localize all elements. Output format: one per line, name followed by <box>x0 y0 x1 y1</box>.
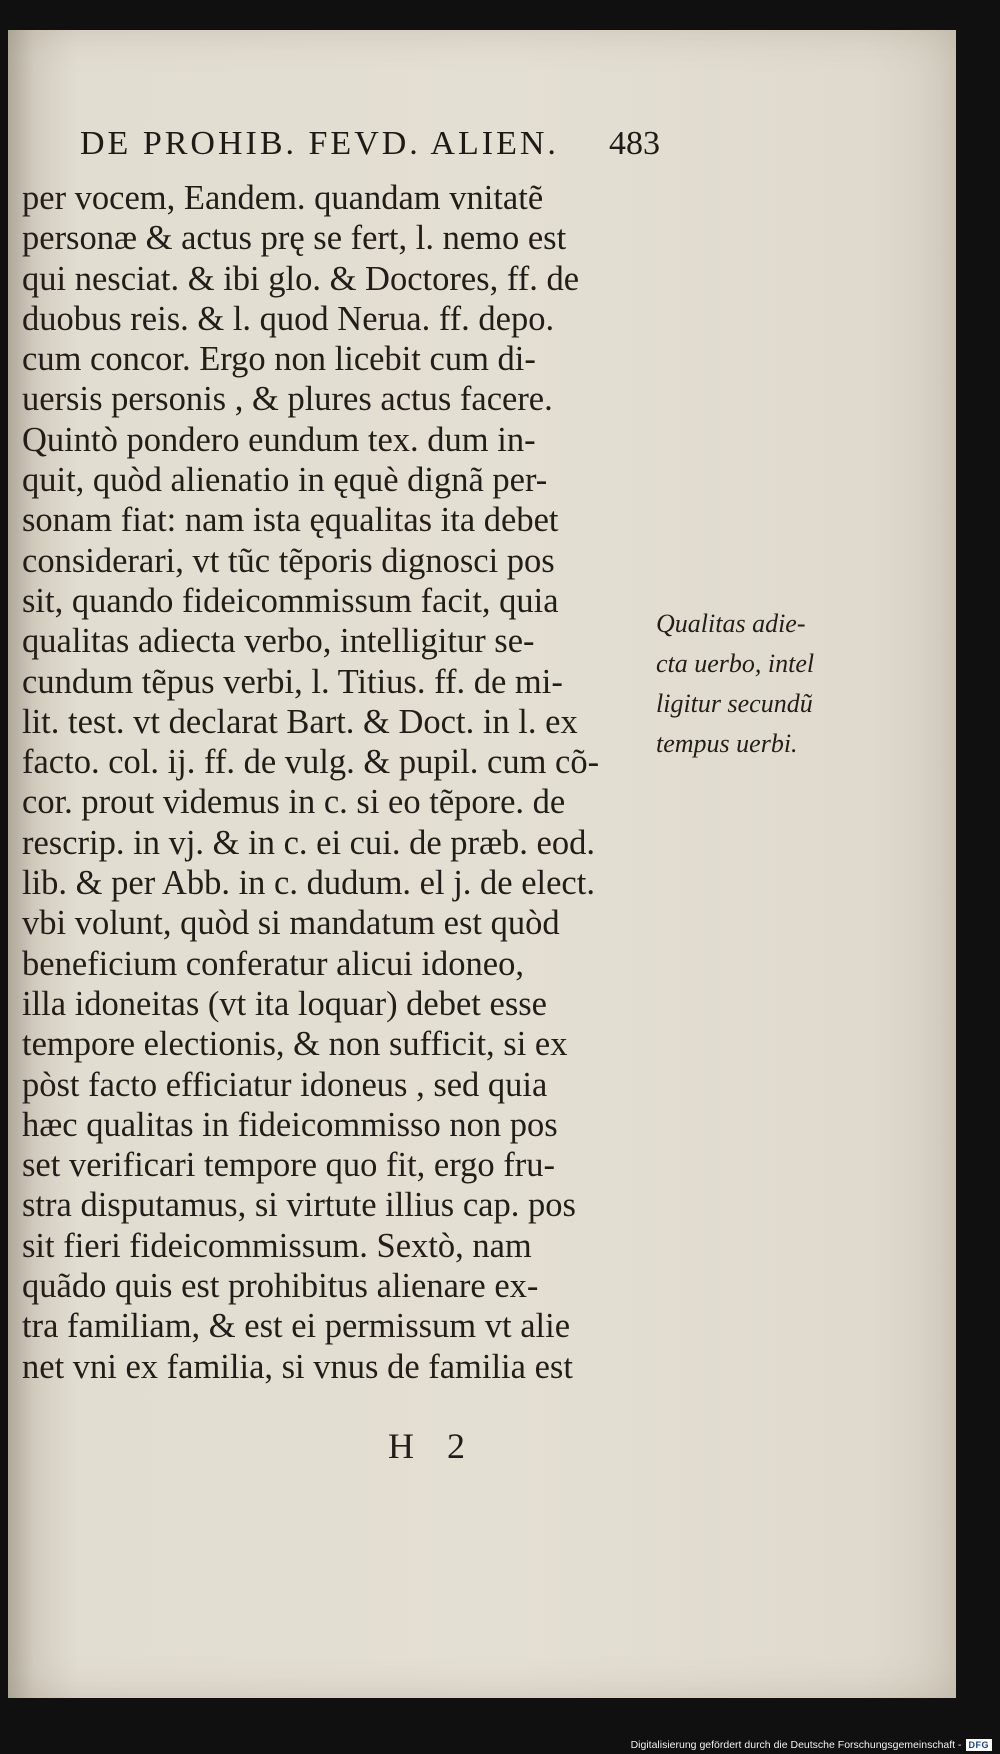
text-line: rescrip. in vj. & in c. ei cui. de præb. eod. <box>22 823 595 862</box>
signature-mark: H 2 <box>388 1426 477 1466</box>
text-line: stra disputamus, si virtute illius cap. pos <box>22 1186 576 1225</box>
text-line: sonam fiat: nam ista ęqualitas ita debet <box>22 501 559 540</box>
text-line: pòst facto efficiatur idoneus , sed quia <box>22 1065 548 1104</box>
margin-note-line: tempus uerbi. <box>656 729 798 758</box>
running-title: DE PROHIB. FEVD. ALIEN. <box>80 125 559 162</box>
digitization-credit <box>631 1738 992 1752</box>
page-number: 483 <box>609 125 660 162</box>
dfg-logo: DFG <box>966 1739 993 1751</box>
text-line: hæc qualitas in fideicommisso non pos <box>22 1105 558 1144</box>
text-line: quãdo quis est prohibitus alienare ex- <box>22 1267 539 1306</box>
text-line: vbi volunt, quòd si mandatum est quòd <box>22 904 560 943</box>
text-line: cum concor. Ergo non licebit cum di- <box>22 340 536 379</box>
text-line: per vocem, Eandem. quandam vnitatẽ <box>22 179 544 217</box>
margin-note-line: ligitur secundũ <box>656 689 813 718</box>
text-line: net vni ex familia, si vnus de familia est <box>22 1347 573 1386</box>
text-line: illa idoneitas (vt ita loquar) debet esse <box>22 984 547 1023</box>
text-line: sit fieri fideicommissum. Sextò, nam <box>22 1226 532 1265</box>
text-line: sit, quando fideicommissum facit, quia <box>22 581 559 620</box>
margin-note <box>656 604 836 764</box>
credit-text: Digitalisierung gefördert durch die Deutsche Forschungsgemeinschaft - <box>630 1739 962 1751</box>
book-page <box>8 30 956 1698</box>
text-line: Quintò pondero eundum tex. dum in- <box>22 420 536 459</box>
text-line: tra familiam, & est ei permissum vt alie <box>22 1307 571 1346</box>
margin-note-line: cta uerbo, intel <box>656 649 815 678</box>
main-text-block <box>22 178 652 1387</box>
text-line: duobus reis. & l. quod Nerua. ff. depo. <box>22 299 555 338</box>
text-line: qualitas adiecta verbo, intelligitur se- <box>22 622 535 661</box>
text-line: beneficium conferatur alicui idoneo, <box>22 944 524 983</box>
text-line: cundum tẽpus verbi, l. Titius. ff. de mi- <box>22 662 563 701</box>
text-line: cor. prout videmus in c. si eo tẽpore. de <box>22 783 566 822</box>
text-line: quit, quòd alienatio in ęquè dignã per- <box>22 461 548 500</box>
text-line: considerari, vt tũc tẽporis dignosci pos <box>22 541 555 580</box>
margin-note-line: Qualitas adie- <box>656 609 806 638</box>
text-line: lit. test. vt declarat Bart. & Doct. in l. ex <box>22 702 578 741</box>
text-line: facto. col. ij. ff. de vulg. & pupil. cum cõ- <box>22 743 600 782</box>
text-line: lib. & per Abb. in c. dudum. el j. de elect. <box>22 864 595 903</box>
text-line: uersis personis , & plures actus facere. <box>22 380 553 419</box>
page-header <box>80 114 660 174</box>
text-line: tempore electionis, & non sufficit, si ex <box>22 1025 568 1064</box>
text-line: set verificari tempore quo fit, ergo fru- <box>22 1146 555 1185</box>
text-line: personæ & actus prę se fert, l. nemo est <box>22 219 567 258</box>
text-line: qui nesciat. & ibi glo. & Doctores, ff. de <box>22 259 580 298</box>
